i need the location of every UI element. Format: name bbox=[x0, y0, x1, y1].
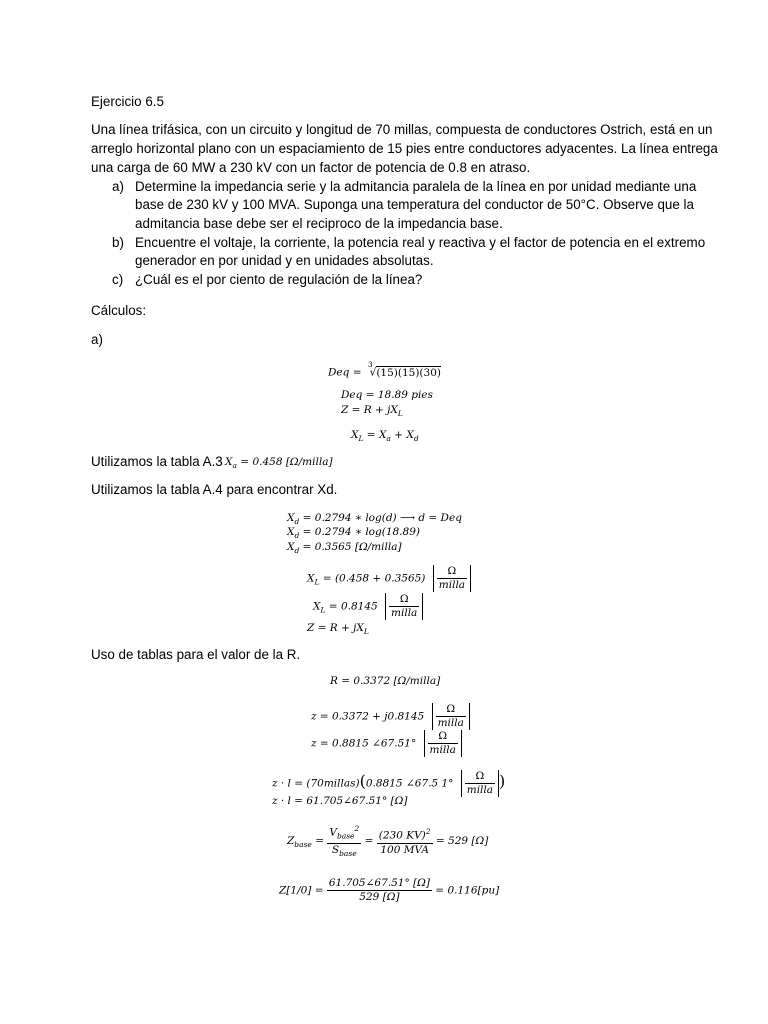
item-b-line: generador en por unidad y en unidades absolutas. bbox=[135, 253, 434, 268]
xl-sum-equation: $X_L = (0.458 + 0.3565)$ $\frac{\Omega}{\text{milla}}$ bbox=[307, 565, 471, 592]
deq-equation: Deq = $^3$√(15)(15)(30) bbox=[328, 360, 441, 379]
zl-product: z · l = (70millas)(0.8815 ∠67.5 1° $\frac{\Omega}{\text{milla}}$ ) bbox=[272, 770, 506, 796]
z-polar: z = 0.8815 ∠67.51° $\frac{\Omega}{\text{milla}}$ bbox=[311, 730, 462, 757]
item-b-line: Encuentre el voltaje, la corriente, la potencia real y reactiva y el factor de potencia en el extremo bbox=[135, 235, 706, 250]
intro-line: una carga de 60 MW a 230 kV con un factor de potencia de 0.8 en atraso. bbox=[91, 160, 531, 175]
zl-result: z · l = 61.705∠67.51° [Ω] bbox=[272, 795, 408, 807]
zbase-equation: $Z_{base}$ = $\frac{V_{base}^2}{S_{base}}$ = $\frac{(230 KV)^2}{\text{100 MVA}}$ = 529 [Ω] bbox=[287, 824, 489, 858]
exercise-title: Ejercicio 6.5 bbox=[91, 94, 164, 109]
xd-line: $X_d = 0.2794$ ∗ log(18.89) bbox=[287, 526, 420, 541]
item-marker-c: c) bbox=[112, 272, 124, 287]
z-rectangular: z = 0.3372 + j0.8145 $\frac{\Omega}{\text{milla}}$ bbox=[311, 703, 470, 730]
item-a-line: Determine la impedancia serie y la admitancia paralela de la línea en por unidad mediante una bbox=[135, 179, 697, 194]
impedance-equation: $Z = R + jX_L$ bbox=[341, 404, 403, 419]
tabla-a3-text: Utilizamos la tabla A.3 bbox=[91, 454, 223, 469]
xd-line: $X_d = 0.3565$ [Ω/milla] bbox=[287, 541, 402, 556]
deq-value: Deq = 18.89 pies bbox=[341, 389, 433, 401]
xl-result-equation: $X_L = 0.8145$ $\frac{\Omega}{\text{milla}}$ bbox=[313, 593, 423, 620]
item-marker-a: a) bbox=[112, 179, 124, 194]
part-a-label: a) bbox=[91, 332, 103, 347]
item-a-line: admitancia base debe ser el reciproco de la impedancia base. bbox=[135, 216, 503, 231]
xl-equation: $X_L = X_a + X_d$ bbox=[351, 429, 419, 444]
tablas-r-text: Uso de tablas para el valor de la R. bbox=[91, 647, 301, 662]
r-value: R = 0.3372 [Ω/milla] bbox=[330, 675, 441, 687]
intro-line: Una línea trifásica, con un circuito y longitud de 70 millas, compuesta de conductores Ostrich, está en un bbox=[91, 122, 713, 137]
item-c-line: ¿Cuál es el por ciento de regulación de la línea? bbox=[135, 272, 423, 287]
intro-line: arreglo horizontal plano con un espaciamiento de 15 pies entre conductores adyacentes. La línea entrega bbox=[91, 141, 718, 156]
z-per-unit-equation: Z[1/0] = $\frac{61.705\angle 67.51^\circ [\Omega]}{529 [\Omega]}$ = 0.116[pu] bbox=[279, 877, 500, 903]
calc-heading: Cálculos: bbox=[91, 303, 147, 318]
item-marker-b: b) bbox=[112, 235, 124, 250]
item-a-line: base de 230 kV y 100 MVA. Suponga una temperatura del conductor de 50°C. Observe que la bbox=[135, 197, 694, 212]
xd-line: $X_d = 0.2794$ ∗ log(d) ⟶ d = Deq bbox=[287, 512, 462, 527]
xa-value: $X_a = 0.458$ [Ω/milla] bbox=[225, 456, 333, 471]
tabla-a4-text: Utilizamos la tabla A.4 para encontrar Xd. bbox=[91, 482, 338, 497]
impedance-equation: $Z = R + jX_L$ bbox=[307, 622, 369, 637]
